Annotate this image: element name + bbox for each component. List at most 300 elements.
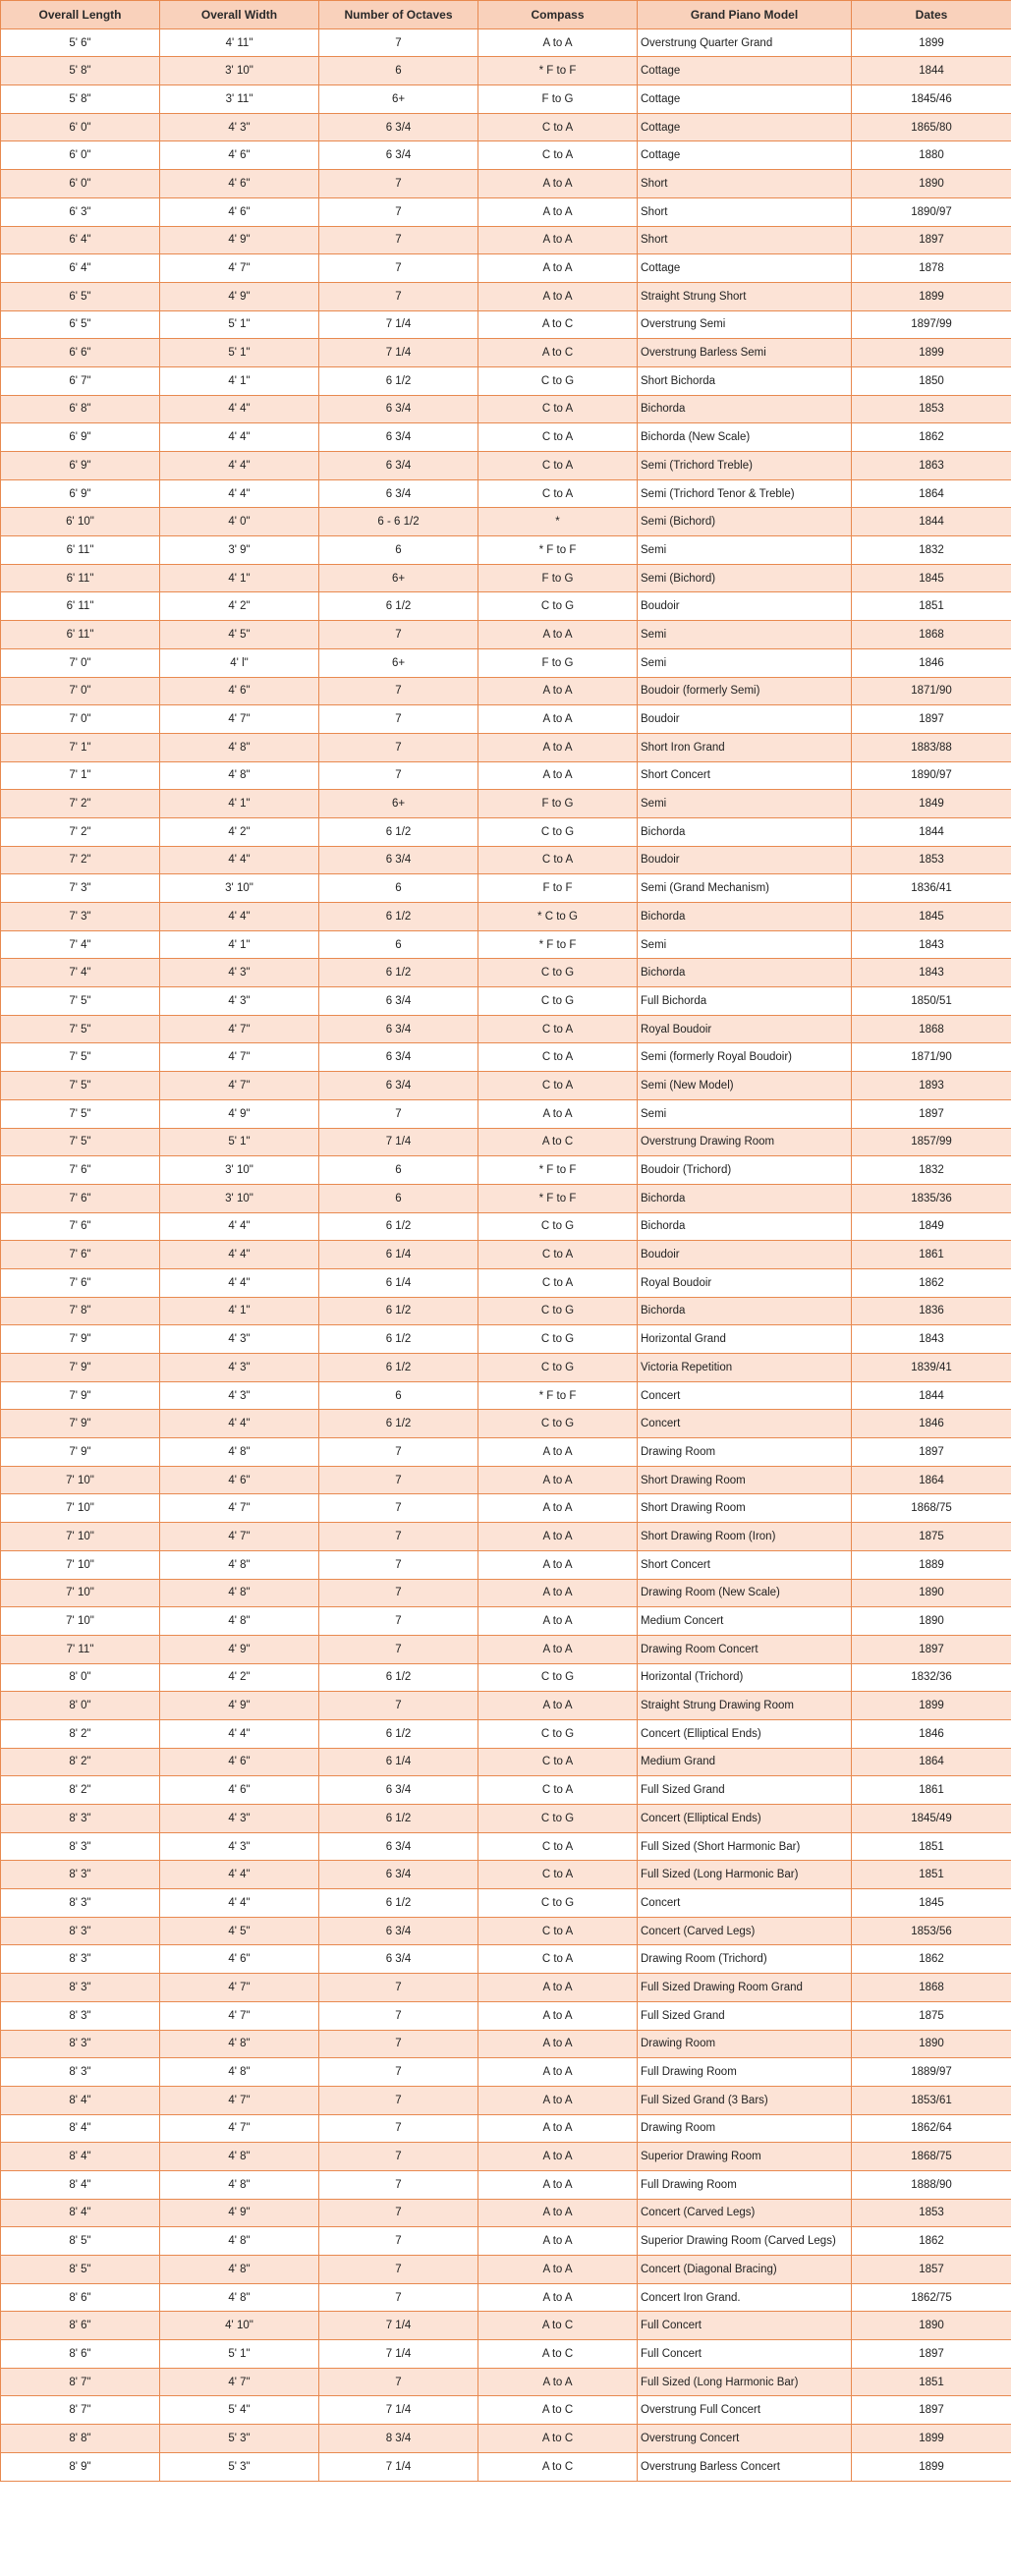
cell-grand-piano-model: Medium Grand [638,1748,852,1776]
cell-overall-width: 4' 10" [160,2312,319,2340]
table-row [1,1297,1011,1325]
cell-number-of-octaves: 6 1/2 [319,366,478,395]
cell-grand-piano-model: Semi [638,1099,852,1128]
cell-dates: 1857/99 [852,1128,1011,1156]
cell-compass: A to A [478,761,638,790]
cell-compass: C to G [478,592,638,621]
cell-dates: 1889 [852,1550,1011,1579]
cell-number-of-octaves: 6+ [319,564,478,592]
cell-number-of-octaves: 7 [319,621,478,649]
cell-dates: 1897 [852,1438,1011,1467]
cell-compass: A to C [478,2340,638,2369]
cell-overall-length: 8' 3" [1,2058,160,2087]
cell-compass: C to A [478,395,638,423]
cell-dates: 1899 [852,2452,1011,2481]
cell-number-of-octaves: 6+ [319,648,478,677]
cell-overall-width: 4' l" [160,648,319,677]
table-row [1,1184,1011,1212]
table-row [1,1776,1011,1805]
table-row [1,790,1011,818]
cell-overall-length: 8' 3" [1,1805,160,1833]
cell-grand-piano-model: Short Concert [638,761,852,790]
cell-compass: C to A [478,1241,638,1269]
cell-overall-length: 7' 9" [1,1381,160,1410]
cell-number-of-octaves: 6 3/4 [319,1015,478,1043]
table-row [1,846,1011,874]
cell-number-of-octaves: 6 3/4 [319,113,478,141]
cell-overall-width: 4' 3" [160,113,319,141]
cell-dates: 1845 [852,564,1011,592]
cell-overall-length: 8' 3" [1,1889,160,1918]
cell-dates: 1899 [852,1692,1011,1720]
cell-number-of-octaves: 7 1/4 [319,2396,478,2425]
cell-overall-length: 8' 9" [1,2452,160,2481]
cell-compass: A to A [478,1523,638,1551]
cell-overall-width: 3' 11" [160,85,319,114]
cell-grand-piano-model: Short [638,197,852,226]
table-row [1,1719,1011,1748]
table-row [1,1072,1011,1100]
cell-compass: C to A [478,1268,638,1297]
cell-dates: 1851 [852,2368,1011,2396]
table-row [1,310,1011,339]
cell-overall-length: 7' 1" [1,761,160,790]
cell-overall-length: 8' 2" [1,1748,160,1776]
cell-number-of-octaves: 6 3/4 [319,1072,478,1100]
cell-compass: A to A [478,2283,638,2312]
cell-dates: 1880 [852,141,1011,170]
cell-overall-width: 4' 6" [160,677,319,705]
cell-number-of-octaves: 6 3/4 [319,479,478,508]
table-row [1,677,1011,705]
table-row [1,1805,1011,1833]
cell-overall-length: 7' 10" [1,1607,160,1636]
cell-overall-length: 7' 4" [1,930,160,959]
cell-overall-width: 5' 3" [160,2425,319,2453]
cell-grand-piano-model: Drawing Room [638,2114,852,2143]
cell-number-of-octaves: 6 3/4 [319,1832,478,1861]
cell-compass: C to A [478,1072,638,1100]
cell-grand-piano-model: Full Drawing Room [638,2058,852,2087]
cell-overall-width: 4' 9" [160,226,319,254]
cell-grand-piano-model: Cottage [638,85,852,114]
cell-number-of-octaves: 6 1/2 [319,959,478,987]
cell-compass: A to A [478,170,638,198]
cell-overall-width: 4' 6" [160,141,319,170]
table-row [1,1748,1011,1776]
cell-number-of-octaves: 6 [319,1184,478,1212]
cell-grand-piano-model: Boudoir (Trichord) [638,1156,852,1185]
cell-grand-piano-model: Drawing Room Concert [638,1635,852,1663]
cell-dates: 1844 [852,508,1011,536]
cell-compass: C to G [478,1663,638,1692]
cell-grand-piano-model: Full Sized (Long Harmonic Bar) [638,2368,852,2396]
cell-grand-piano-model: Full Bichorda [638,987,852,1016]
cell-grand-piano-model: Bichorda [638,817,852,846]
cell-compass: A to A [478,1466,638,1494]
cell-dates: 1853/56 [852,1917,1011,1945]
cell-number-of-octaves: 7 [319,2030,478,2058]
cell-dates: 1853/61 [852,2086,1011,2114]
cell-overall-width: 4' 5" [160,621,319,649]
table-row [1,648,1011,677]
cell-overall-width: 5' 1" [160,2340,319,2369]
cell-overall-length: 7' 8" [1,1297,160,1325]
table-row [1,2114,1011,2143]
cell-overall-length: 6' 11" [1,536,160,565]
cell-number-of-octaves: 7 [319,2001,478,2030]
cell-overall-length: 8' 6" [1,2340,160,2369]
table-row [1,1043,1011,1072]
cell-overall-length: 6' 11" [1,564,160,592]
cell-overall-length: 7' 11" [1,1635,160,1663]
table-row [1,423,1011,452]
cell-dates: 1899 [852,28,1011,57]
cell-number-of-octaves: 6 1/2 [319,1212,478,1241]
cell-number-of-octaves: 6 [319,874,478,903]
header-dates: Dates [852,1,1011,29]
cell-compass: C to A [478,1043,638,1072]
cell-number-of-octaves: 6+ [319,85,478,114]
cell-dates: 1863 [852,452,1011,480]
cell-overall-width: 4' 4" [160,1241,319,1269]
table-row [1,479,1011,508]
cell-grand-piano-model: Boudoir [638,846,852,874]
cell-dates: 1849 [852,790,1011,818]
cell-dates: 1897 [852,2340,1011,2369]
table-row [1,1635,1011,1663]
table-row [1,508,1011,536]
cell-overall-width: 4' 3" [160,959,319,987]
cell-compass: F to G [478,648,638,677]
cell-overall-length: 6' 0" [1,113,160,141]
cell-overall-width: 4' 8" [160,1607,319,1636]
cell-dates: 1888/90 [852,2170,1011,2199]
cell-grand-piano-model: Short Drawing Room (Iron) [638,1523,852,1551]
cell-compass: C to A [478,113,638,141]
cell-compass: C to A [478,1776,638,1805]
cell-grand-piano-model: Royal Boudoir [638,1268,852,1297]
cell-overall-length: 8' 5" [1,2256,160,2284]
cell-grand-piano-model: Short [638,226,852,254]
cell-dates: 1851 [852,1832,1011,1861]
cell-dates: 1850 [852,366,1011,395]
cell-number-of-octaves: 6 3/4 [319,1945,478,1974]
cell-dates: 1843 [852,959,1011,987]
cell-compass: C to G [478,1410,638,1438]
cell-overall-length: 7' 5" [1,987,160,1016]
table-row [1,395,1011,423]
cell-compass: * F to F [478,930,638,959]
cell-number-of-octaves: 6 1/2 [319,1325,478,1354]
table-row [1,1889,1011,1918]
cell-overall-length: 7' 2" [1,817,160,846]
cell-number-of-octaves: 7 1/4 [319,339,478,367]
cell-dates: 1862 [852,1945,1011,1974]
cell-number-of-octaves: 6 3/4 [319,423,478,452]
table-row [1,2143,1011,2171]
cell-grand-piano-model: Semi [638,930,852,959]
cell-number-of-octaves: 7 [319,1579,478,1607]
table-row [1,874,1011,903]
table-row [1,2199,1011,2227]
cell-compass: C to G [478,1297,638,1325]
cell-number-of-octaves: 7 [319,705,478,734]
cell-overall-length: 6' 11" [1,621,160,649]
cell-number-of-octaves: 7 [319,1523,478,1551]
cell-dates: 1864 [852,1748,1011,1776]
cell-dates: 1845/49 [852,1805,1011,1833]
cell-number-of-octaves: 6 1/2 [319,1354,478,1382]
cell-compass: A to C [478,339,638,367]
cell-number-of-octaves: 6 [319,930,478,959]
cell-dates: 1890 [852,170,1011,198]
cell-number-of-octaves: 8 3/4 [319,2425,478,2453]
cell-overall-width: 4' 8" [160,2143,319,2171]
cell-number-of-octaves: 7 [319,2170,478,2199]
cell-compass: F to G [478,564,638,592]
cell-number-of-octaves: 7 [319,1692,478,1720]
cell-grand-piano-model: Semi (Grand Mechanism) [638,874,852,903]
cell-compass: A to A [478,226,638,254]
cell-dates: 1868/75 [852,2143,1011,2171]
cell-dates: 1897 [852,226,1011,254]
cell-compass: C to A [478,423,638,452]
table-row [1,761,1011,790]
cell-dates: 1853 [852,395,1011,423]
cell-number-of-octaves: 7 [319,28,478,57]
cell-grand-piano-model: Overstrung Barless Semi [638,339,852,367]
cell-compass: A to C [478,310,638,339]
cell-overall-width: 4' 8" [160,761,319,790]
cell-dates: 1890/97 [852,197,1011,226]
table-row [1,2170,1011,2199]
header-grand-piano-model: Grand Piano Model [638,1,852,29]
cell-compass: A to A [478,2143,638,2171]
cell-number-of-octaves: 6 3/4 [319,846,478,874]
table-row [1,226,1011,254]
cell-dates: 1862 [852,423,1011,452]
header-number-of-octaves: Number of Octaves [319,1,478,29]
cell-overall-width: 4' 9" [160,2199,319,2227]
cell-grand-piano-model: Concert (Diagonal Bracing) [638,2256,852,2284]
cell-compass: * [478,508,638,536]
cell-dates: 1839/41 [852,1354,1011,1382]
table-row [1,170,1011,198]
cell-grand-piano-model: Cottage [638,57,852,85]
cell-overall-length: 8' 3" [1,1832,160,1861]
cell-overall-width: 4' 7" [160,1523,319,1551]
cell-overall-width: 4' 4" [160,1719,319,1748]
cell-overall-width: 4' 6" [160,170,319,198]
cell-overall-width: 4' 7" [160,254,319,283]
cell-grand-piano-model: Cottage [638,254,852,283]
cell-overall-width: 4' 9" [160,1099,319,1128]
table-row [1,1917,1011,1945]
cell-dates: 1861 [852,1776,1011,1805]
cell-overall-length: 8' 3" [1,1861,160,1889]
table-row [1,1128,1011,1156]
cell-overall-width: 4' 8" [160,1550,319,1579]
cell-overall-width: 4' 2" [160,817,319,846]
table-row [1,1354,1011,1382]
cell-overall-width: 4' 7" [160,2114,319,2143]
table-row [1,2425,1011,2453]
cell-compass: A to A [478,28,638,57]
cell-compass: A to A [478,2058,638,2087]
cell-overall-width: 3' 10" [160,1184,319,1212]
cell-overall-length: 7' 2" [1,790,160,818]
cell-dates: 1843 [852,930,1011,959]
cell-number-of-octaves: 6 3/4 [319,1917,478,1945]
cell-dates: 1893 [852,1072,1011,1100]
cell-compass: C to A [478,1945,638,1974]
table-row [1,282,1011,310]
cell-overall-length: 6' 4" [1,226,160,254]
table-row [1,1494,1011,1523]
cell-compass: A to A [478,677,638,705]
table-row [1,1325,1011,1354]
cell-grand-piano-model: Full Sized (Long Harmonic Bar) [638,1861,852,1889]
cell-number-of-octaves: 7 1/4 [319,1128,478,1156]
cell-overall-length: 7' 3" [1,874,160,903]
cell-grand-piano-model: Concert Iron Grand. [638,2283,852,2312]
cell-overall-length: 7' 6" [1,1184,160,1212]
cell-overall-length: 6' 7" [1,366,160,395]
cell-grand-piano-model: Boudoir [638,705,852,734]
cell-grand-piano-model: Concert [638,1410,852,1438]
cell-overall-length: 7' 10" [1,1579,160,1607]
cell-grand-piano-model: Semi (Bichord) [638,564,852,592]
cell-compass: A to A [478,1579,638,1607]
cell-overall-width: 4' 6" [160,1945,319,1974]
cell-overall-width: 4' 5" [160,1917,319,1945]
cell-overall-length: 7' 5" [1,1043,160,1072]
cell-grand-piano-model: Concert (Elliptical Ends) [638,1805,852,1833]
table-row [1,2227,1011,2256]
cell-grand-piano-model: Full Concert [638,2312,852,2340]
cell-dates: 1871/90 [852,677,1011,705]
cell-grand-piano-model: Full Sized Grand (3 Bars) [638,2086,852,2114]
table-row [1,57,1011,85]
cell-number-of-octaves: 7 [319,2283,478,2312]
cell-dates: 1857 [852,2256,1011,2284]
cell-dates: 1846 [852,1719,1011,1748]
cell-overall-length: 6' 0" [1,170,160,198]
table-row [1,536,1011,565]
cell-overall-width: 5' 4" [160,2396,319,2425]
cell-compass: A to C [478,2312,638,2340]
cell-dates: 1889/97 [852,2058,1011,2087]
cell-compass: C to G [478,1805,638,1833]
cell-overall-width: 4' 3" [160,1325,319,1354]
cell-overall-width: 5' 1" [160,310,319,339]
cell-dates: 1836 [852,1297,1011,1325]
cell-overall-width: 3' 10" [160,57,319,85]
cell-dates: 1832 [852,1156,1011,1185]
cell-overall-width: 4' 4" [160,479,319,508]
cell-dates: 1897 [852,705,1011,734]
table-row [1,2030,1011,2058]
cell-overall-length: 6' 5" [1,310,160,339]
table-row [1,2368,1011,2396]
cell-number-of-octaves: 6 [319,536,478,565]
cell-grand-piano-model: Short Bichorda [638,366,852,395]
cell-grand-piano-model: Concert (Carved Legs) [638,1917,852,1945]
table-row [1,705,1011,734]
cell-compass: * F to F [478,1381,638,1410]
cell-compass: C to G [478,1889,638,1918]
cell-overall-length: 6' 9" [1,423,160,452]
cell-number-of-octaves: 7 1/4 [319,2312,478,2340]
cell-dates: 1868 [852,621,1011,649]
cell-dates: 1875 [852,2001,1011,2030]
cell-overall-width: 4' 7" [160,705,319,734]
cell-overall-length: 5' 6" [1,28,160,57]
cell-overall-width: 4' 7" [160,1494,319,1523]
cell-number-of-octaves: 7 [319,1550,478,1579]
cell-compass: C to A [478,846,638,874]
cell-overall-length: 8' 7" [1,2368,160,2396]
cell-overall-length: 7' 0" [1,705,160,734]
cell-grand-piano-model: Semi (Bichord) [638,508,852,536]
cell-overall-length: 7' 9" [1,1410,160,1438]
table-row [1,1268,1011,1297]
cell-compass: C to G [478,366,638,395]
cell-overall-length: 7' 9" [1,1325,160,1354]
cell-overall-width: 4' 3" [160,1381,319,1410]
cell-overall-length: 7' 10" [1,1523,160,1551]
cell-compass: C to G [478,987,638,1016]
cell-number-of-octaves: 7 [319,1466,478,1494]
cell-grand-piano-model: Bichorda [638,1184,852,1212]
cell-dates: 1890/97 [852,761,1011,790]
cell-overall-width: 4' 4" [160,423,319,452]
cell-dates: 1845 [852,903,1011,931]
cell-dates: 1849 [852,1212,1011,1241]
cell-grand-piano-model: Semi (New Model) [638,1072,852,1100]
table-row [1,1607,1011,1636]
table-row [1,1945,1011,1974]
table-row [1,1381,1011,1410]
cell-overall-width: 5' 3" [160,2452,319,2481]
cell-grand-piano-model: Cottage [638,141,852,170]
cell-number-of-octaves: 7 [319,733,478,761]
cell-overall-width: 4' 9" [160,1692,319,1720]
cell-compass: A to A [478,1099,638,1128]
cell-number-of-octaves: 7 [319,1438,478,1467]
cell-compass: A to A [478,254,638,283]
cell-number-of-octaves: 7 [319,2368,478,2396]
cell-dates: 1832 [852,536,1011,565]
table-row [1,2396,1011,2425]
cell-dates: 1835/36 [852,1184,1011,1212]
cell-overall-length: 8' 3" [1,1917,160,1945]
cell-dates: 1864 [852,479,1011,508]
cell-overall-length: 8' 4" [1,2114,160,2143]
table-row [1,1438,1011,1467]
cell-overall-width: 4' 7" [160,1015,319,1043]
cell-number-of-octaves: 7 1/4 [319,310,478,339]
cell-number-of-octaves: 6 3/4 [319,452,478,480]
cell-dates: 1871/90 [852,1043,1011,1072]
table-row [1,339,1011,367]
cell-number-of-octaves: 7 [319,1974,478,2002]
cell-number-of-octaves: 6 3/4 [319,1776,478,1805]
cell-dates: 1851 [852,592,1011,621]
cell-grand-piano-model: Full Sized Grand [638,2001,852,2030]
cell-grand-piano-model: Overstrung Full Concert [638,2396,852,2425]
